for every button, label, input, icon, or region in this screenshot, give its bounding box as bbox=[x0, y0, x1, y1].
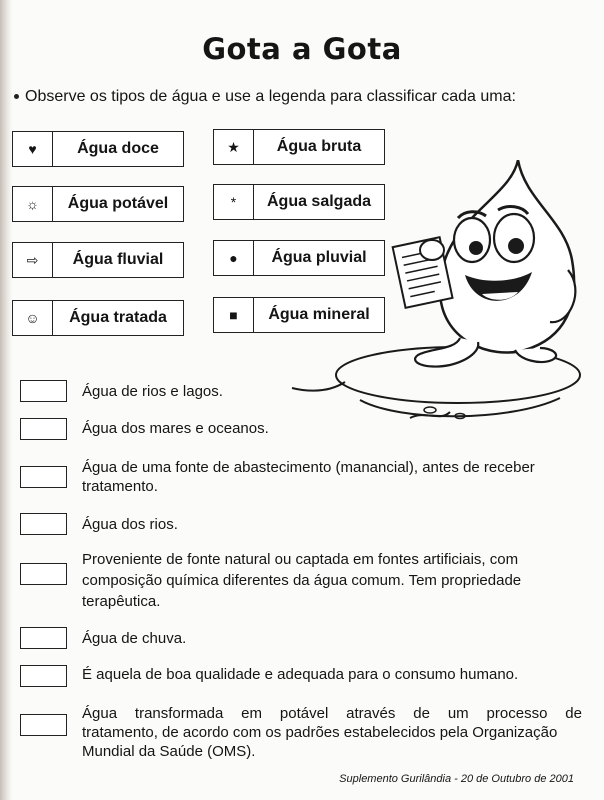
sun-icon: ☼ bbox=[13, 187, 53, 221]
footer-source: Suplemento Gurilândia - 20 de Outubro de 2001 bbox=[339, 773, 574, 785]
legend-label: Água doce bbox=[77, 140, 159, 157]
item-line: Água dos rios. bbox=[82, 516, 178, 533]
item-5-text bbox=[82, 549, 521, 612]
legend-label: Água potável bbox=[67, 195, 169, 212]
item-line: É aquela de boa qualidade e adequada para o consumo humano. bbox=[82, 666, 519, 683]
arrow-right-icon: ⇨ bbox=[13, 243, 53, 277]
legend-agua-doce bbox=[12, 131, 184, 167]
answer-box-7[interactable] bbox=[20, 665, 67, 687]
filled-square-icon: ■ bbox=[214, 298, 254, 332]
water-drop-mascot-illustration bbox=[290, 160, 590, 430]
item-line: tratamento, de acordo com os padrões estabelecidos pela Organização bbox=[82, 724, 558, 741]
item-2-text bbox=[82, 419, 269, 438]
heart-icon: ♥ bbox=[13, 132, 53, 166]
item-line: Água dos mares e oceanos. bbox=[82, 420, 269, 437]
page-fold-shadow bbox=[0, 0, 12, 800]
legend-label: Água fluvial bbox=[72, 251, 164, 268]
legend-label: Água tratada bbox=[69, 309, 167, 326]
item-line: terapêutica. bbox=[82, 593, 161, 610]
item-line: Mundial da Saúde (OMS). bbox=[82, 743, 256, 760]
legend-agua-tratada bbox=[12, 300, 184, 336]
item-7-text bbox=[82, 665, 518, 684]
item-line: Proveniente de fonte natural ou captada em fontes artificiais, com bbox=[82, 551, 519, 568]
legend-agua-potavel bbox=[12, 186, 184, 222]
item-line: Água transformada em potável através de um processo de bbox=[82, 705, 582, 722]
legend-agua-fluvial bbox=[12, 242, 184, 278]
star-icon: ★ bbox=[214, 130, 254, 164]
item-6-text bbox=[82, 629, 186, 648]
legend-label: Água pluvial bbox=[271, 249, 367, 266]
bullet-icon bbox=[14, 94, 19, 99]
item-line: tratamento. bbox=[82, 478, 158, 495]
item-1-text bbox=[82, 382, 223, 401]
instruction-text bbox=[14, 88, 516, 106]
item-4-text bbox=[82, 515, 178, 534]
item-line: composição química diferentes da água comum. Tem propriedade bbox=[82, 572, 522, 589]
answer-box-4[interactable] bbox=[20, 513, 67, 535]
answer-box-6[interactable] bbox=[20, 627, 67, 649]
item-8-text bbox=[82, 704, 582, 761]
legend-label: Água mineral bbox=[268, 306, 370, 323]
item-line: Água de chuva. bbox=[82, 630, 187, 647]
instruction-label: Observe os tipos de água e use a legenda para classificar cada uma: bbox=[25, 88, 516, 105]
answer-box-3[interactable] bbox=[20, 466, 67, 488]
smiley-icon: ☺ bbox=[13, 301, 53, 335]
answer-box-5[interactable] bbox=[20, 563, 67, 585]
item-3-text bbox=[82, 458, 535, 496]
legend-label: Água salgada bbox=[266, 193, 372, 210]
filled-circle-icon: ● bbox=[214, 241, 254, 275]
asterisk-icon: * bbox=[214, 185, 254, 219]
answer-box-2[interactable] bbox=[20, 418, 67, 440]
legend-label: Água bruta bbox=[276, 138, 362, 155]
answer-box-8[interactable] bbox=[20, 714, 67, 736]
item-line: Água de rios e lagos. bbox=[82, 383, 223, 400]
page-title: Gota a Gota bbox=[202, 32, 402, 66]
answer-box-1[interactable] bbox=[20, 380, 67, 402]
item-line: Água de uma fonte de abastecimento (manancial), antes de receber bbox=[82, 459, 535, 476]
